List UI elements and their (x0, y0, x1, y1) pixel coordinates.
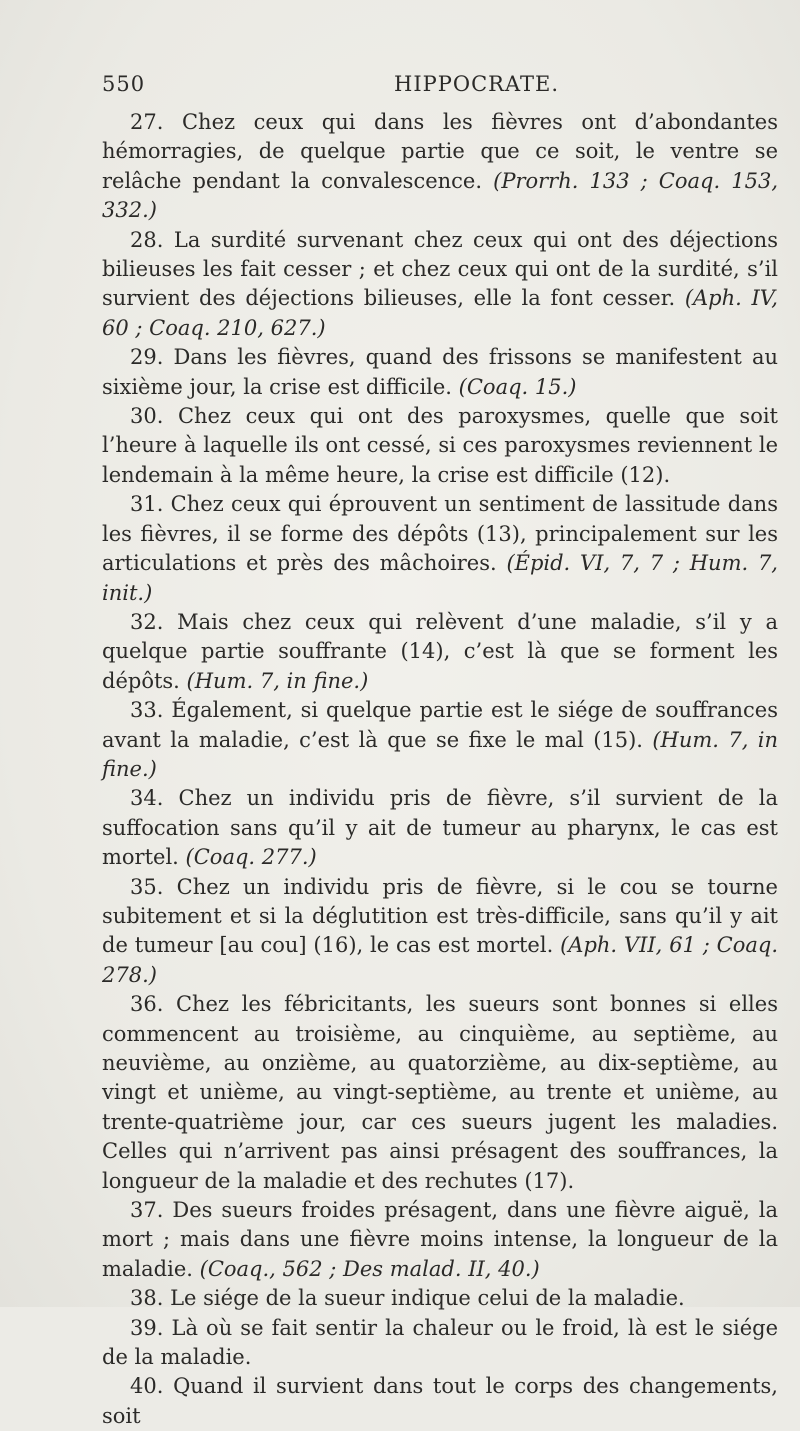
aphorism-number: 36. (130, 992, 164, 1017)
page-number: 550 (102, 72, 146, 96)
body-text (102, 108, 778, 1431)
aphorism-number: 38. (130, 1286, 164, 1311)
aphorism-number: 35. (130, 874, 164, 899)
aphorism-text: Chez un individu pris de fièvre, s’il survient de la suffocation sans qu’il y ait de tumeur au pharynx, le cas est mortel. (102, 786, 778, 870)
aphorism-text: Chez ceux qui ont des paroxysmes, quelle que soit l’heure à laquelle ils ont cessé, si ces paroxysmes reviennent le lendemain à la même heure, la crise est difficile (12). (102, 404, 778, 487)
aphorism-number: 28. (130, 227, 164, 252)
aphorism-references: (Épid. VI, 7, 7 ; Hum. 7, init.) (102, 551, 778, 605)
aphorism-references: (Aph. IV, 60 ; Coaq. 210, 627.) (102, 286, 778, 340)
aphorism-39 (102, 1314, 778, 1373)
aphorism-text: Des sueurs froides présagent, dans une fièvre aiguë, la mort ; mais dans une fièvre moins intense, la longueur de la maladie. (102, 1198, 778, 1281)
aphorism-references: (Hum. 7, in fine.) (186, 668, 369, 693)
aphorism-text: Quand il survient dans tout le corps des changements, soit (102, 1374, 778, 1428)
aphorism-text: Chez ceux qui dans les fièvres ont d’abondantes hémorragies, de quelque partie que ce soit, le ventre se relâche pendant la convalescence. (102, 110, 778, 193)
aphorism-32 (102, 608, 778, 696)
aphorism-text: Également, si quelque partie est le siége de souffrances avant la maladie, c’est là que se fixe le mal (15). (102, 698, 778, 752)
aphorism-text: Le siége de la sueur indique celui de la maladie. (170, 1286, 685, 1311)
aphorism-31 (102, 490, 778, 608)
aphorism-text: La surdité survenant chez ceux qui ont des déjections bilieuses les fait cesser ; et chez ceux qui ont de la surdité, s’il survient des déjections bilieuses, elle la font cesser. (102, 227, 778, 311)
aphorism-34 (102, 784, 778, 872)
aphorism-number: 29. (130, 345, 164, 370)
aphorism-number: 33. (130, 698, 164, 723)
aphorism-text: Chez un individu pris de fièvre, si le cou se tourne subitement et si la déglutition est très-difficile, sans qu’il y ait de tumeur [au cou] (16), le cas est mortel. (102, 874, 778, 958)
aphorism-27 (102, 108, 778, 226)
aphorism-number: 34. (130, 786, 164, 811)
aphorism-references: (Prorrh. 133 ; Coaq. 153, 332.) (102, 168, 778, 223)
running-title: HIPPOCRATE. (394, 72, 559, 96)
aphorism-text: Là où se fait sentir la chaleur ou le froid, là est le siége de la maladie. (102, 1315, 778, 1370)
aphorism-references: (Coaq. 15.) (458, 374, 577, 399)
aphorism-number: 30. (130, 404, 164, 429)
aphorism-references: (Hum. 7, in fine.) (102, 727, 778, 781)
aphorism-references: (Coaq. 277.) (185, 845, 317, 870)
aphorism-37 (102, 1196, 778, 1284)
aphorism-28 (102, 226, 778, 344)
page-header (102, 72, 770, 100)
aphorism-number: 37. (130, 1198, 164, 1223)
aphorism-references: (Aph. VII, 61 ; Coaq. 278.) (102, 933, 779, 987)
aphorism-35 (102, 873, 778, 991)
aphorism-38 (102, 1284, 778, 1313)
aphorism-text: Chez ceux qui éprouvent un sentiment de lassitude dans les fièvres, il se forme des dépôts (13), principalement sur les articulations et près des mâchoires. (102, 492, 778, 576)
aphorism-text: Chez les fébricitants, les sueurs sont bonnes si elles commencent au troisième, au cinquième, au septième, au neuvième, au onzième, au quatorzième, au dix-septième, au vingt et unième, au vingt-septième, au trente et unième, au trente-quatrième jour, car ces sueurs jugent les maladies. Celles qui n’arrivent pas ainsi présagent des souffrances, la longueur de la maladie et des rechutes (17). (102, 992, 778, 1193)
aphorism-29 (102, 343, 778, 402)
aphorism-number: 39. (130, 1315, 164, 1340)
aphorism-number: 40. (130, 1374, 164, 1399)
aphorism-30 (102, 402, 778, 490)
aphorism-references: (Coaq., 562 ; Des malad. II, 40.) (199, 1256, 540, 1281)
aphorism-36 (102, 990, 778, 1196)
aphorism-33 (102, 696, 778, 784)
aphorism-text: Mais chez ceux qui relèvent d’une maladie, s’il y a quelque partie souffrante (14), c’est là que se forment les dépôts. (102, 609, 778, 693)
aphorism-number: 32. (130, 609, 164, 634)
aphorism-number: 31. (130, 492, 164, 517)
aphorism-text: Dans les fièvres, quand des frissons se manifestent au sixième jour, la crise est difficile. (102, 345, 778, 399)
aphorism-number: 27. (130, 110, 164, 134)
aphorism-40 (102, 1372, 778, 1431)
